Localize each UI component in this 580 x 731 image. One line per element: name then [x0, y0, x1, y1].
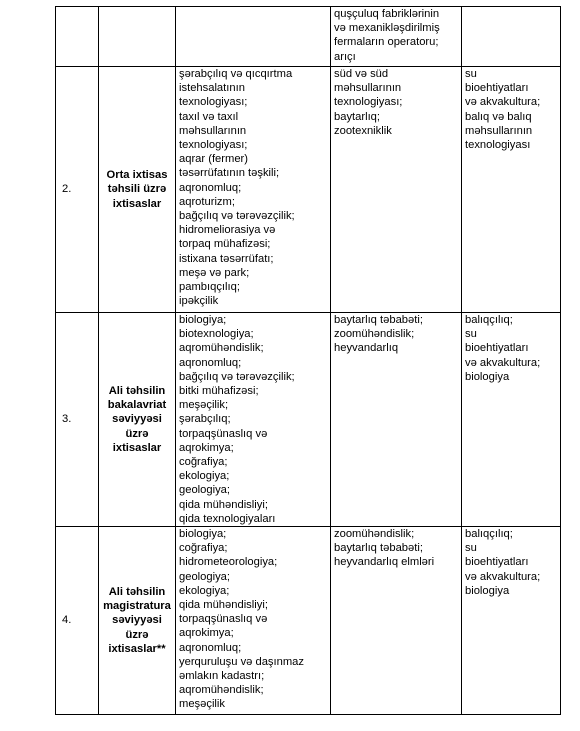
row-number: 4. [56, 527, 99, 715]
cell-line: geologiya; [179, 570, 231, 583]
cell-line: qida mühəndisliyi; [179, 498, 268, 511]
cell-line: bakalavriat [107, 399, 167, 412]
table-row [56, 527, 561, 715]
cell-line: üzrə [125, 628, 149, 641]
row-number [56, 7, 99, 67]
cell-line: biologiya [465, 584, 510, 597]
cell-line: magistratura [103, 600, 171, 613]
fishery-specialties-list [462, 67, 561, 313]
specialties-list [176, 527, 331, 715]
cell-line: meşəçilik; [179, 399, 229, 412]
cell-line: ixtisaslar** [108, 642, 166, 655]
specialties-list [176, 313, 331, 527]
cell-line: təhsili üzrə [107, 183, 167, 196]
table-body [56, 7, 561, 715]
cell-line: torpaqşünaslıq və [179, 427, 268, 440]
specialties-list [176, 67, 331, 313]
cell-line: ekologiya; [179, 584, 230, 597]
cell-line: aqromühəndislik; [179, 342, 264, 355]
cell-line: su [465, 68, 477, 80]
cell-line: arıçı [334, 50, 356, 63]
cell-line: meşə və park; [179, 266, 250, 279]
cell-line: süd və süd [334, 68, 389, 80]
cell-line: su [465, 542, 477, 555]
livestock-specialties-list [331, 7, 462, 67]
cell-line: səviyyəsi [112, 413, 162, 426]
cell-line: ekologiya; [179, 470, 230, 483]
cell-line: aqronomluq; [179, 356, 242, 369]
livestock-specialties-list [331, 313, 462, 527]
cell-line: yerquruluşu və daşınmaz [179, 655, 304, 668]
cell-line: texnologiyası; [179, 96, 248, 109]
cell-line: səviyyəsi [112, 614, 162, 627]
cell-line: geologiya; [179, 484, 231, 497]
livestock-specialties-list [331, 67, 462, 313]
cell-line: aqroturizm; [179, 195, 235, 208]
cell-line: ipəkçilik [179, 295, 219, 308]
cell-line: biotexnologiya; [179, 328, 254, 341]
cell-line: baytarlıq təbabəti; [334, 542, 423, 555]
cell-line: bioehtiyatları [465, 342, 529, 355]
cell-line: quşçuluq fabriklərinin [334, 8, 440, 20]
cell-line: əmlakın kadastrı; [179, 670, 265, 683]
cell-line: hidrometeorologiya; [179, 556, 278, 569]
cell-line: baytarlıq təbabəti; [334, 314, 423, 326]
cell-line: balıq və balıq [465, 110, 532, 123]
fishery-specialties-list [462, 7, 561, 67]
cell-line: baytarlıq; [334, 110, 381, 123]
cell-line: üzrə [125, 427, 149, 440]
cell-line: Ali təhsilin [108, 586, 166, 599]
cell-line: biologiya; [179, 528, 227, 541]
cell-line: fermaların operatoru; [334, 36, 439, 49]
cell-line: heyvandarlıq [334, 342, 399, 355]
cell-line: coğrafiya; [179, 456, 228, 469]
education-level-title [99, 7, 176, 67]
cell-line: qida mühəndisliyi; [179, 599, 268, 612]
cell-line: aqrar (fermer) [179, 153, 248, 166]
cell-line: texnologiyası; [179, 139, 248, 152]
cell-line: ixtisaslar [112, 197, 162, 210]
cell-line: hidromeliorasiya və [179, 224, 276, 237]
specialties-table [55, 6, 561, 715]
education-level-title [99, 527, 176, 715]
cell-line: torpaq mühafizəsi; [179, 238, 271, 251]
cell-line: bağçılıq və tərəvəzçilik; [179, 210, 295, 223]
fishery-specialties-list [462, 527, 561, 715]
cell-line: biologiya; [179, 314, 227, 326]
cell-line: meşəçilik [179, 698, 226, 711]
education-level-title [99, 67, 176, 313]
cell-line: heyvandarlıq elmləri [334, 556, 435, 569]
cell-line: məhsullarının [334, 82, 402, 95]
fishery-specialties-list [462, 313, 561, 527]
row-number: 3. [56, 313, 99, 527]
cell-line: taxıl və taxıl [179, 110, 239, 123]
cell-line: ixtisaslar [112, 441, 162, 454]
specialties-list [176, 7, 331, 67]
cell-line: aqronomluq; [179, 641, 242, 654]
cell-line: aqrokimya; [179, 441, 234, 454]
cell-line: balıqçılıq; [465, 314, 513, 326]
cell-line: qida texnologiyaları [179, 512, 276, 525]
cell-line: şərabçılıq və qıcqırtma [179, 68, 293, 80]
cell-line: texnologiyası; [334, 96, 403, 109]
cell-line: balıqçılıq; [465, 528, 513, 541]
table-row [56, 67, 561, 313]
cell-line: coğrafiya; [179, 542, 228, 555]
livestock-specialties-list [331, 527, 462, 715]
cell-line: zoomühəndislik; [334, 328, 415, 341]
cell-line: bioehtiyatları [465, 556, 529, 569]
cell-line: şərabçılıq; [179, 413, 231, 426]
cell-line: aqronomluq; [179, 181, 242, 194]
cell-line: bağçılıq və tərəvəzçilik; [179, 370, 295, 383]
cell-line: istixana təsərrüfatı; [179, 252, 274, 265]
cell-line: və mexanikləşdirilmiş [334, 22, 440, 35]
cell-line: pambıqçılıq; [179, 281, 240, 294]
cell-line: məhsullarının [465, 124, 533, 137]
cell-line: bioehtiyatları [465, 82, 529, 95]
cell-line: zootexniklik [334, 124, 392, 137]
table-row [56, 7, 561, 67]
cell-line: bitki mühafizəsi; [179, 385, 259, 398]
cell-line: istehsalatının [179, 82, 245, 95]
cell-line: zoomühəndislik; [334, 528, 415, 541]
cell-line: təsərrüfatının təşkili; [179, 167, 280, 180]
table-row [56, 313, 561, 527]
cell-line: biologiya [465, 370, 510, 383]
education-level-title [99, 313, 176, 527]
cell-line: və akvakultura; [465, 356, 541, 369]
cell-line: su [465, 328, 477, 341]
cell-line: Ali təhsilin [108, 385, 166, 398]
cell-line: məhsullarının [179, 124, 247, 137]
cell-line: texnologiyası [465, 139, 531, 152]
cell-line: torpaqşünaslıq və [179, 613, 268, 626]
cell-line: Orta ixtisas [106, 169, 168, 182]
cell-line: və akvakultura; [465, 570, 541, 583]
cell-line: və akvakultura; [465, 96, 541, 109]
cell-line: aqrokimya; [179, 627, 234, 640]
cell-line: aqromühəndislik; [179, 684, 264, 697]
row-number: 2. [56, 67, 99, 313]
